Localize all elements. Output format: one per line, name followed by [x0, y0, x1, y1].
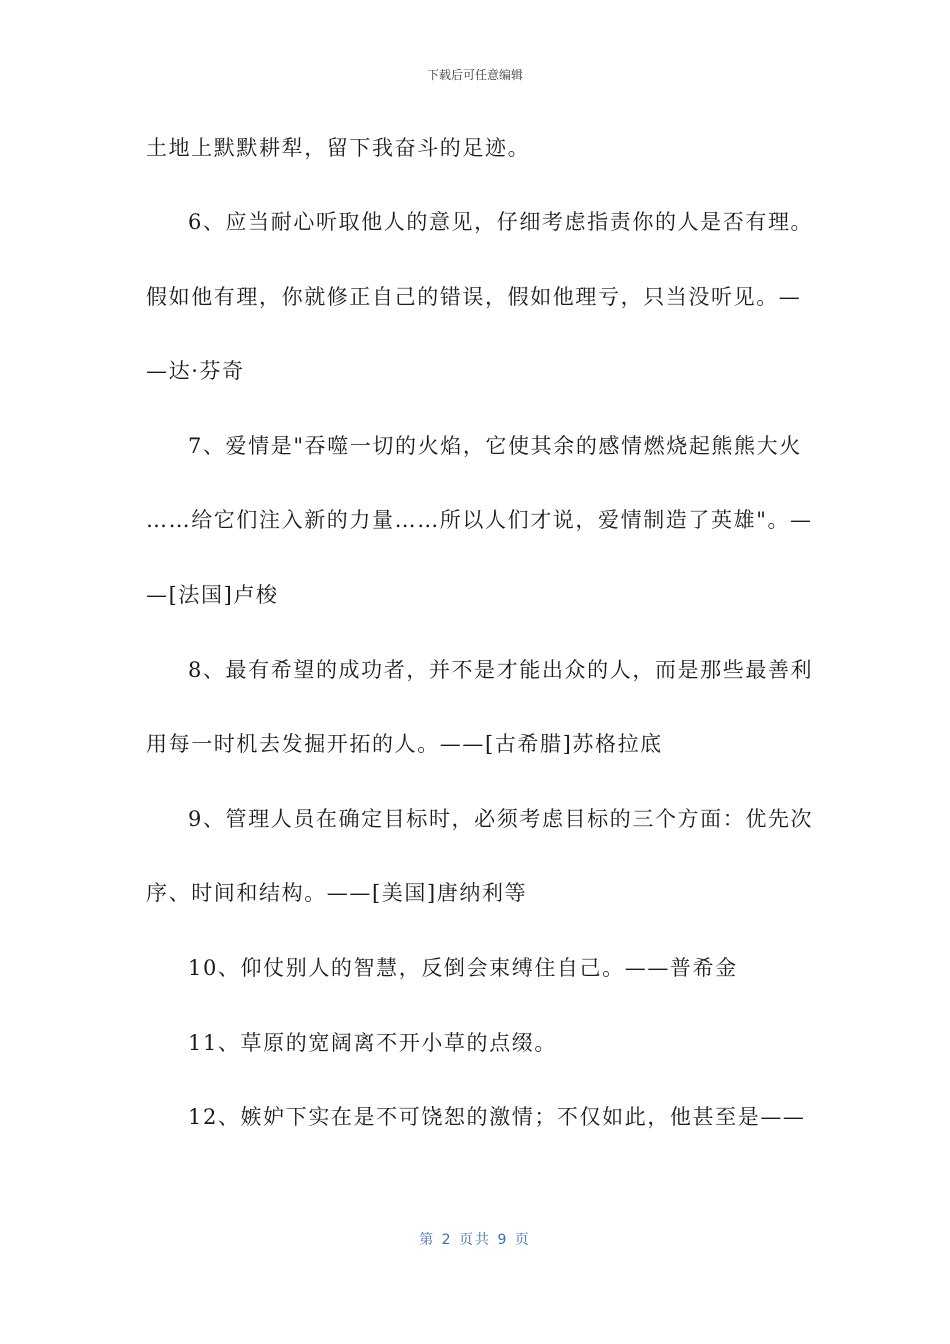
text-line-3: 假如他有理，你就修正自己的错误，假如他理亏，只当没听见。— [146, 285, 802, 309]
text-line-8: 8、最有希望的成功者，并不是才能出众的人，而是那些最善利 [188, 658, 814, 682]
page-footer: 第 2 页共 9 页 [419, 1232, 531, 1248]
text-line-13: 11、草原的宽阔离不开小草的点缀。 [188, 1031, 557, 1055]
text-line-1: 土地上默默耕犁，留下我奋斗的足迹。 [146, 136, 531, 160]
text-line-12: 10、仰仗别人的智慧，反倒会束缚住自己。——普希金 [188, 956, 738, 980]
text-line-5: 7、爱情是"吞噬一切的火焰，它使其余的感情燃烧起熊熊大火 [188, 434, 802, 458]
text-line-4: —达·芬奇 [146, 359, 245, 383]
page-header: 下载后可任意编辑 [426, 68, 523, 82]
text-line-11: 序、时间和结构。——[美国]唐纳利等 [146, 881, 528, 905]
text-line-10: 9、管理人员在确定目标时，必须考虑目标的三个方面：优先次 [188, 807, 814, 831]
text-line-9: 用每一时机去发掘开拓的人。——[古希腊]苏格拉底 [146, 732, 663, 756]
text-line-2: 6、应当耐心听取他人的意见，仔细考虑指责你的人是否有理。 [188, 210, 814, 234]
text-line-14: 12、嫉妒下实在是不可饶恕的激情；不仅如此，他甚至是—— [188, 1105, 806, 1129]
text-line-7: —[法国]卢梭 [146, 583, 279, 607]
text-line-6: ……给它们注入新的力量……所以人们才说，爱情制造了英雄"。— [146, 508, 813, 532]
